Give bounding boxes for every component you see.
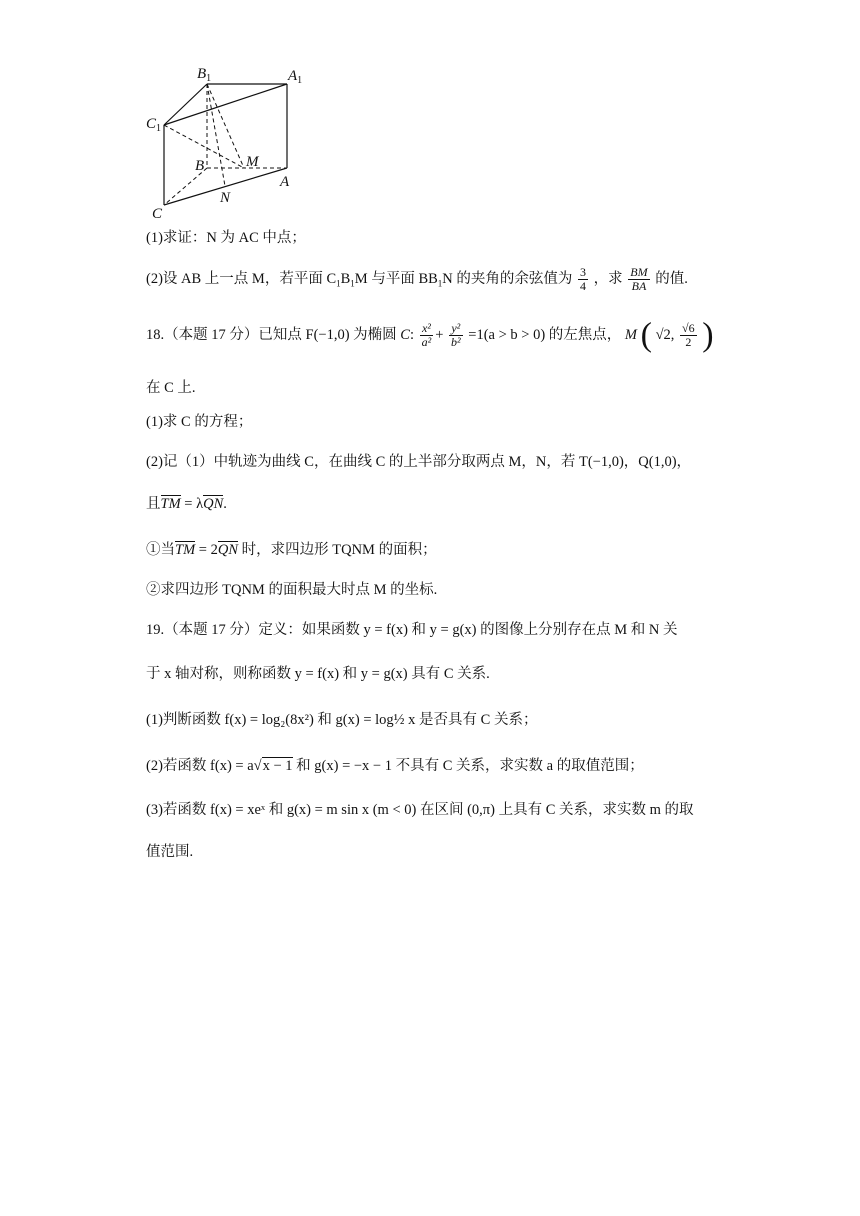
label-A: A: [280, 174, 290, 190]
p17-q1: (1)求证：N 为 AC 中点；: [146, 230, 306, 246]
fraction-bm-ba: $\frac{BM}{BA}$: [630, 265, 648, 293]
p19-q1: (1)判断函数 f(x) = log₂(8x²) 和 g(x) = log½ x 是否具有 C 关系；: [146, 712, 538, 728]
label-C: C: [152, 206, 163, 222]
label-C1: $C_1$: [146, 116, 162, 134]
p19-q2: (2)若函数 f(x) = a√x − 1 和 g(x) = −x − 1 不具有 C 关系，求实数 a 的取值范围；: [146, 758, 644, 774]
label-M: M: [246, 154, 259, 170]
p18-c2: ②求四边形 TQNM 的面积最大时点 M 的坐标.: [146, 582, 438, 598]
fraction-3-4: $\frac{3}{4}$: [580, 265, 587, 293]
p19-q3b: 值范围.: [146, 844, 194, 860]
p17-q2: (2)设 AB 上一点 M，若平面 $C_1B_1M$ 与平面 $BB_1N$ 的夹角的余弦值为 $\frac{3}{4}$ ，求 $\frac{BM}{BA}$ 的值.: [146, 265, 688, 293]
p18-q1: (1)求 C 的方程；: [146, 414, 253, 430]
p19-head: 19.（本题 17 分）定义：如果函数 y = f(x) 和 y = g(x) 的图像上分别存在点 M 和 N 关: [146, 622, 678, 638]
p18-c1: ①当TM = 2QN 时，求四边形 TQNM 的面积；: [146, 542, 437, 558]
prism-diagram: [140, 62, 303, 222]
p19-head2: 于 x 轴对称，则称函数 y = f(x) 和 y = g(x) 具有 C 关系.: [146, 666, 490, 682]
label-B: B: [195, 158, 205, 174]
p18-q2: (2)记（1）中轨迹为曲线 C，在曲线 C 的上半部分取两点 M，N，若 T(−1,0)，Q(1,0)，: [146, 454, 692, 470]
prism-figure: [140, 62, 303, 222]
p18-tail: 在 C 上.: [146, 380, 196, 396]
label-N: N: [220, 190, 231, 206]
p18-q2b: 且TM = λQN.: [146, 496, 227, 512]
label-A1: $A_1$: [288, 68, 303, 86]
label-B1: $B_1$: [197, 66, 212, 84]
p18-head: 18.（本题 17 分）已知点 F(−1,0) 为椭圆 C: $\frac{\text{x²}}{\text{a²}}$ + $\frac{\text{y²}}{\text{b²}}$ =1(a > b > 0) 的左焦点， M ( √2, $\frac{√6}{2}$ ): [146, 316, 714, 354]
p19-q3: (3)若函数 f(x) = xeˣ 和 g(x) = m sin x (m < 0) 在区间 (0,π) 上具有 C 关系，求实数 m 的取: [146, 802, 694, 818]
